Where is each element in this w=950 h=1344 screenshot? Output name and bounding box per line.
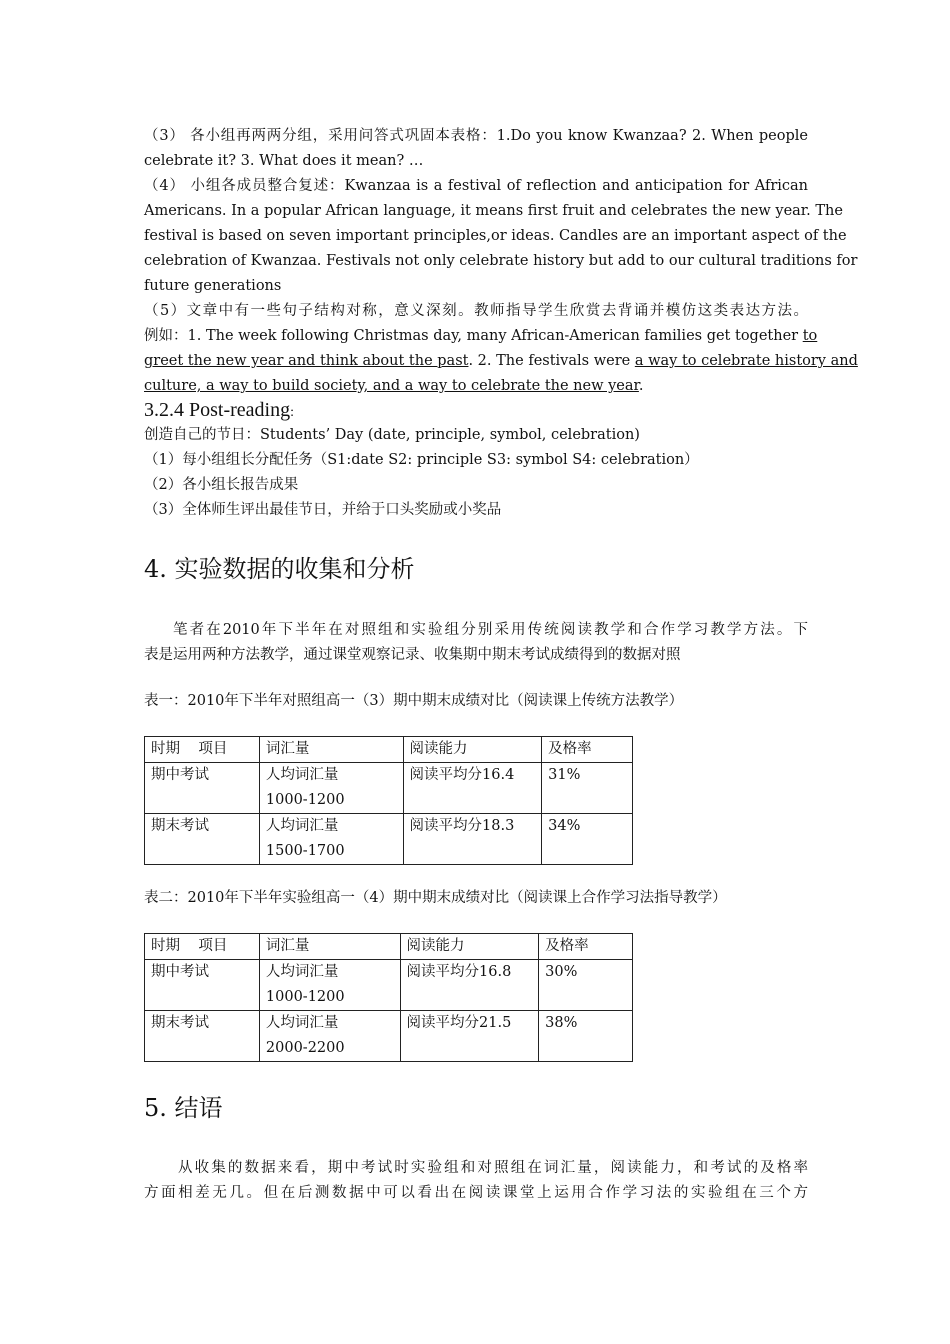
table1-row2-vocab	[259, 814, 403, 865]
section-5-heading: 5. 结语	[144, 1094, 223, 1122]
table2-row1-pass: 30%	[539, 960, 633, 1011]
table1-row2-reading: 阅读平均分18.3	[403, 814, 542, 865]
section-4-para-line1: 笔者在2010年下半年在对照组和实验组分别采用传统阅读教学和合作学习教学方法。下	[173, 622, 808, 638]
table1-header-row	[145, 737, 633, 763]
section-4-heading: 4. 实验数据的收集和分析	[144, 555, 415, 583]
post-reading-item-3: （3）全体师生评出最佳节日，并给于口头奖励或小奖品	[144, 502, 502, 518]
table2-row1-reading: 阅读平均分16.8	[400, 960, 539, 1011]
table2-caption: 表二：2010年下半年实验组高一（4）期中期末成绩对比（阅读课上合作学习法指导教学）	[144, 890, 727, 906]
table2-header-row	[145, 934, 633, 960]
step3-line1: （3） 各小组再两两分组，采用问答式巩固本表格：1.Do you know Kwanzaa? 2. When people	[144, 128, 808, 144]
table1-row1-pass: 31%	[542, 763, 633, 814]
table2-row2-vocab	[259, 1011, 400, 1062]
post-reading-heading	[144, 397, 294, 426]
table1-header-period: 时期 项目	[145, 737, 260, 763]
table1-row2-period: 期末考试	[145, 814, 260, 865]
underlined-phrase: greet the new year and think about the past	[144, 353, 469, 369]
step5-line1: （5）文章中有一些句子结构对称，意义深刻。教师指导学生欣赏去背诵并模仿这类表达方法。	[144, 303, 808, 319]
table-row	[145, 1011, 633, 1062]
vocab-range: 2000-2200	[265, 1040, 345, 1056]
post-reading-item-1: （1）每小组组长分配任务（S1:date S2: principle S3: symbol S4: celebration）	[144, 452, 699, 468]
table-row	[145, 763, 633, 814]
step5-line2-text: 例如：1. The week following Christmas day, many African-American families get together	[144, 328, 803, 344]
section-5-para-line2: 方面相差无几。但在后测数据中可以看出在阅读课堂上运用合作学习法的实验组在三个方	[144, 1185, 808, 1201]
table2-header-pass: 及格率	[539, 934, 633, 960]
table2-row2-period: 期末考试	[145, 1011, 260, 1062]
table1-row2-pass: 34%	[542, 814, 633, 865]
table1-header-vocab: 词汇量	[259, 737, 403, 763]
table1-row1-period: 期中考试	[145, 763, 260, 814]
vocab-label: 人均词汇量	[265, 1015, 339, 1031]
vocab-label: 人均词汇量	[265, 964, 339, 980]
step3-line2: celebrate it? 3. What does it mean? …	[144, 153, 424, 169]
step5-line3-text: . 2. The festivals were	[468, 353, 635, 369]
vocab-label: 人均词汇量	[265, 818, 339, 834]
step5-line4	[144, 374, 808, 399]
post-reading-item-2: （2）各小组长报告成果	[144, 477, 299, 493]
table1-row1-reading: 阅读平均分16.4	[403, 763, 542, 814]
step5-line4-end: .	[638, 378, 644, 394]
post-reading-heading-text: 3.2.4 Post-reading	[144, 399, 291, 421]
underlined-phrase: culture, a way to build society, and a way to celebrate the new year	[144, 378, 639, 394]
table-row	[145, 814, 633, 865]
table2-header-vocab: 词汇量	[259, 934, 400, 960]
vocab-range: 1000-1200	[265, 989, 345, 1005]
table1	[144, 736, 633, 865]
vocab-range: 1000-1200	[265, 792, 345, 808]
section-5-para-line1: 从收集的数据来看，期中考试时实验组和对照组在词汇量，阅读能力，和考试的及格率	[178, 1160, 808, 1176]
vocab-range: 1500-1700	[265, 843, 345, 859]
table1-row1-vocab	[259, 763, 403, 814]
step4-line3: festival is based on seven important principles,or ideas. Candles are an important aspect of the	[144, 228, 847, 244]
step5-line3	[144, 349, 858, 374]
underlined-phrase: to	[802, 328, 818, 344]
vocab-label: 人均词汇量	[265, 767, 339, 783]
section-4-para-line2: 表是运用两种方法教学，通过课堂观察记录、收集期中期末考试成绩得到的数据对照	[144, 647, 681, 663]
table2-row1-period: 期中考试	[145, 960, 260, 1011]
post-reading-heading-colon: :	[290, 405, 294, 420]
table2-header-reading: 阅读能力	[400, 934, 539, 960]
step4-line5: future generations	[144, 278, 282, 294]
table1-caption: 表一：2010年下半年对照组高一（3）期中期末成绩对比（阅读课上传统方法教学）	[144, 693, 684, 709]
table1-header-reading: 阅读能力	[403, 737, 542, 763]
step5-line2	[144, 324, 818, 349]
table2-row2-pass: 38%	[539, 1011, 633, 1062]
table1-header-pass: 及格率	[542, 737, 633, 763]
step4-line4: celebration of Kwanzaa. Festivals not only celebrate history but add to our cultural traditions for	[144, 253, 858, 269]
table2-row2-reading: 阅读平均分21.5	[400, 1011, 539, 1062]
step4-line1: （4） 小组各成员整合复述：Kwanzaa is a festival of reflection and anticipation for African	[144, 178, 808, 194]
table2-header-period: 时期 项目	[145, 934, 260, 960]
step4-line2: Americans. In a popular African language, it means first fruit and celebrates the new year. The	[144, 203, 843, 219]
table-row	[145, 960, 633, 1011]
table2	[144, 933, 633, 1062]
table2-row1-vocab	[259, 960, 400, 1011]
underlined-phrase: a way to celebrate history and	[634, 353, 858, 369]
post-reading-intro: 创造自己的节日：Students’ Day (date, principle, symbol, celebration)	[144, 427, 640, 443]
